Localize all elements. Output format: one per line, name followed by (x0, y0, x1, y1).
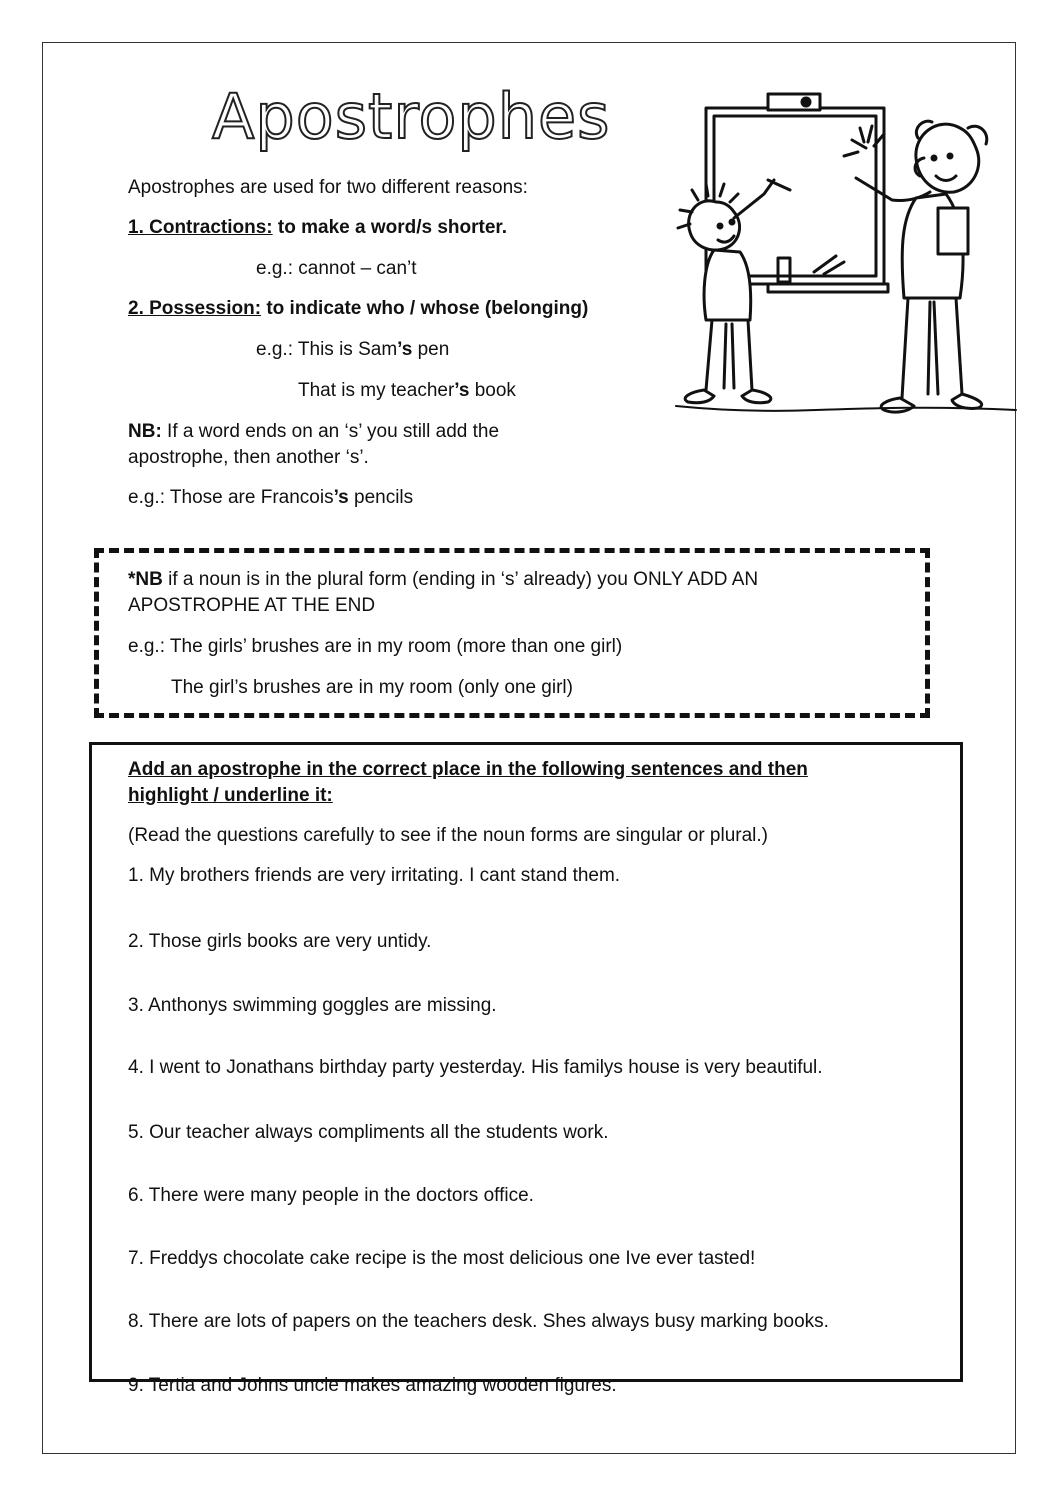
exercise-question: 6. There were many people in the doctors office. (128, 1185, 534, 1206)
possession-example-2-post: book (469, 380, 516, 401)
exercise-instruction-line2: highlight / underline it: (128, 785, 333, 806)
possession-example-1-apostrophe: ’s (397, 339, 413, 360)
nb1-line1-text: If a word ends on an ‘s’ you still add the (161, 421, 500, 442)
contractions-example: e.g.: cannot – can’t (256, 258, 417, 279)
exercise-instruction-line1: Add an apostrophe in the correct place in the following sentences and then (128, 759, 808, 780)
exercise-question: 9. Tertia and Johns uncle makes amazing wooden figures. (128, 1375, 617, 1396)
exercise-question: 4. I went to Jonathans birthday party yesterday. His familys house is very beautiful. (128, 1057, 823, 1078)
possession-example-2-apostrophe: ’s (454, 380, 470, 401)
contractions-line (128, 216, 507, 240)
possession-desc: to indicate who / whose (belonging) (261, 298, 589, 319)
exercise-question: 3. Anthonys swimming goggles are missing. (128, 995, 497, 1016)
nb2-example-2: The girl’s brushes are in my room (only one girl) (171, 677, 573, 698)
nb2-line1-text: if a noun is in the plural form (ending in ‘s’ already) you ONLY ADD AN (162, 569, 759, 590)
nb2-line2: APOSTROPHE AT THE END (128, 595, 376, 616)
exercise-question: 5. Our teacher always compliments all the students work. (128, 1122, 609, 1143)
nb2-line1 (128, 568, 758, 592)
page-title: Apostrophes (212, 80, 611, 153)
nb2-label: *NB (128, 569, 163, 590)
possession-example-2 (298, 379, 516, 403)
possession-heading: 2. Possession: (128, 298, 262, 319)
nb2-example-1: e.g.: The girls’ brushes are in my room (more than one girl) (128, 636, 623, 657)
possession-example-1-post: pen (412, 339, 450, 360)
exercise-note: (Read the questions carefully to see if the noun forms are singular or plural.) (128, 825, 768, 846)
exercise-question: 8. There are lots of papers on the teachers desk. Shes always busy marking books. (128, 1311, 829, 1332)
nb1-example-pre: e.g.: Those are Francois (128, 487, 334, 508)
possession-line (128, 297, 588, 321)
exercise-question: 2. Those girls books are very untidy. (128, 931, 432, 952)
possession-example-2-pre: That is my teacher (298, 380, 455, 401)
contractions-desc: to make a word/s shorter. (272, 217, 508, 238)
contractions-heading: 1. Contractions: (128, 217, 273, 238)
possession-example-1-pre: e.g.: This is Sam (256, 339, 398, 360)
nb1-line2: apostrophe, then another ‘s’. (128, 447, 369, 468)
possession-example-1 (256, 338, 449, 362)
nb1-line1 (128, 420, 499, 444)
nb1-example (128, 486, 413, 510)
nb1-label: NB: (128, 421, 162, 442)
exercise-question: 7. Freddys chocolate cake recipe is the most delicious one Ive ever tasted! (128, 1248, 756, 1269)
nb1-example-apostrophe: ’s (333, 487, 349, 508)
nb1-example-post: pencils (348, 487, 414, 508)
intro-text: Apostrophes are used for two different reasons: (128, 177, 528, 198)
teacher-and-student-illustration (668, 88, 1024, 430)
exercise-question: 1. My brothers friends are very irritating. I cant stand them. (128, 865, 621, 886)
